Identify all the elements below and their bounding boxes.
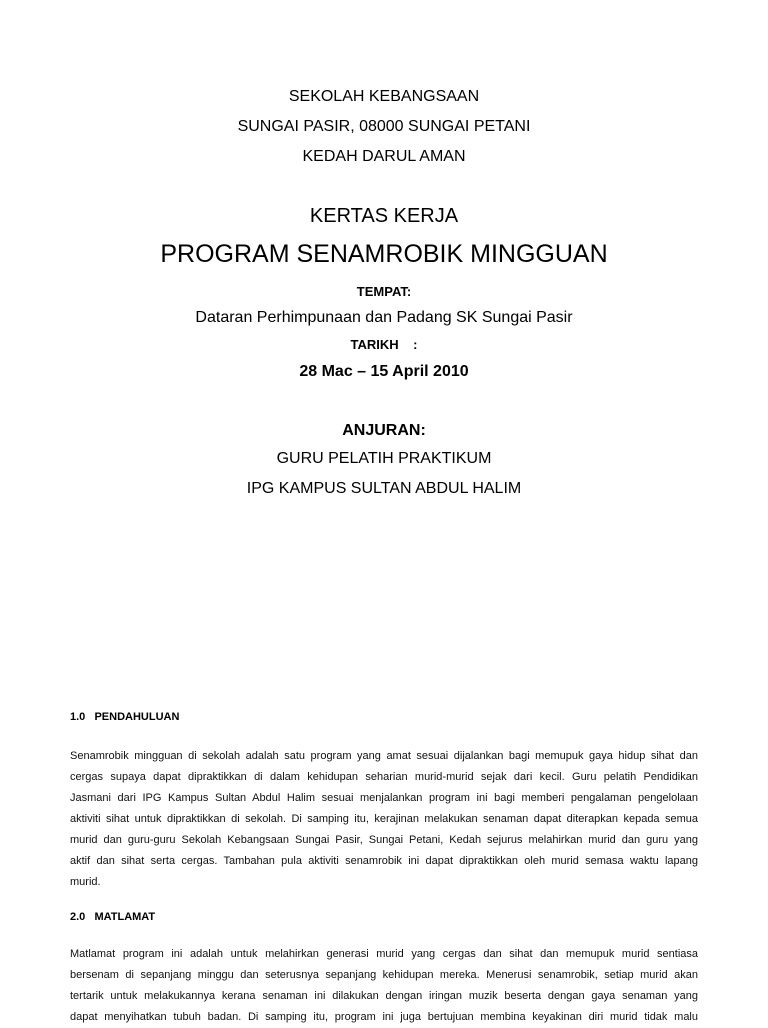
organizer-line-2: IPG KAMPUS SULTAN ABDUL HALIM bbox=[246, 480, 522, 497]
paragraph-line: tertarik untuk melakukannya kerana senaman ini dilakukan dengan iringan muzik beserta dengan gaya senaman yang bbox=[70, 990, 698, 1002]
tempat-value: Dataran Perhimpunaan dan Padang SK Sungai Pasir bbox=[195, 309, 573, 326]
section-heading-pendahuluan: 1.0 PENDAHULUAN bbox=[70, 711, 180, 723]
section-body-pendahuluan bbox=[70, 746, 698, 893]
anjuran-label: ANJURAN: bbox=[342, 422, 426, 439]
paragraph-line: aktiviti sihat untuk dipraktikkan di sekolah. Di samping itu, kerajinan melakukan senaman dapat diterapkan kepada semua bbox=[70, 813, 698, 825]
paragraph-line: murid. bbox=[70, 876, 101, 888]
tempat-label: TEMPAT: bbox=[356, 284, 412, 299]
school-state: KEDAH DARUL AMAN bbox=[302, 148, 466, 165]
section-body-matlamat bbox=[70, 944, 698, 1028]
paragraph-line: bersenam di sepanjang minggu dan seterusnya sepanjang kehidupan mereka. Menerusi senamrobik, setiap murid akan bbox=[70, 969, 698, 981]
paragraph-line: murid dan guru-guru Sekolah Kebangsaan Sungai Pasir, Sungai Petani, Kedah sejurus melahirkan murid dan guru yang bbox=[70, 834, 698, 846]
section-heading-matlamat: 2.0 MATLAMAT bbox=[70, 911, 156, 923]
program-title: PROGRAM SENAMROBIK MINGGUAN bbox=[160, 240, 608, 268]
document-type-title: KERTAS KERJA bbox=[309, 205, 459, 227]
paragraph-line: Senamrobik mingguan di sekolah adalah satu program yang amat sesuai dijalankan bagi memupuk gaya hidup sihat dan bbox=[70, 750, 698, 762]
tarikh-label: TARIKH : bbox=[350, 337, 418, 352]
paragraph-line: Matlamat program ini adalah untuk melahirkan generasi murid yang cergas dan sihat dan memupuk murid sentiasa bbox=[70, 948, 698, 960]
tarikh-value: 28 Mac – 15 April 2010 bbox=[299, 363, 469, 380]
paragraph-line: dapat menyihatkan tubuh badan. Di samping itu, program ini juga bertujuan membina keyakinan diri murid tidak malu bbox=[70, 1011, 698, 1023]
school-name: SEKOLAH KEBANGSAAN bbox=[288, 88, 480, 105]
school-address: SUNGAI PASIR, 08000 SUNGAI PETANI bbox=[237, 118, 531, 135]
paragraph-line: cergas supaya dapat dipraktikkan di dalam kehidupan seharian murid-murid sejak dari kecil. Guru pelatih Pendidikan bbox=[70, 771, 698, 783]
paragraph-line: Jasmani dari IPG Kampus Sultan Abdul Halim sesuai menjalankan program ini bagi memberi pengalaman pengelolaan bbox=[70, 792, 698, 804]
paragraph-line: aktif dan sihat serta cergas. Tambahan pula aktiviti senamrobik ini dapat dipraktikkan oleh murid semasa waktu lapang bbox=[70, 855, 698, 867]
organizer-line-1: GURU PELATIH PRAKTIKUM bbox=[276, 450, 492, 467]
